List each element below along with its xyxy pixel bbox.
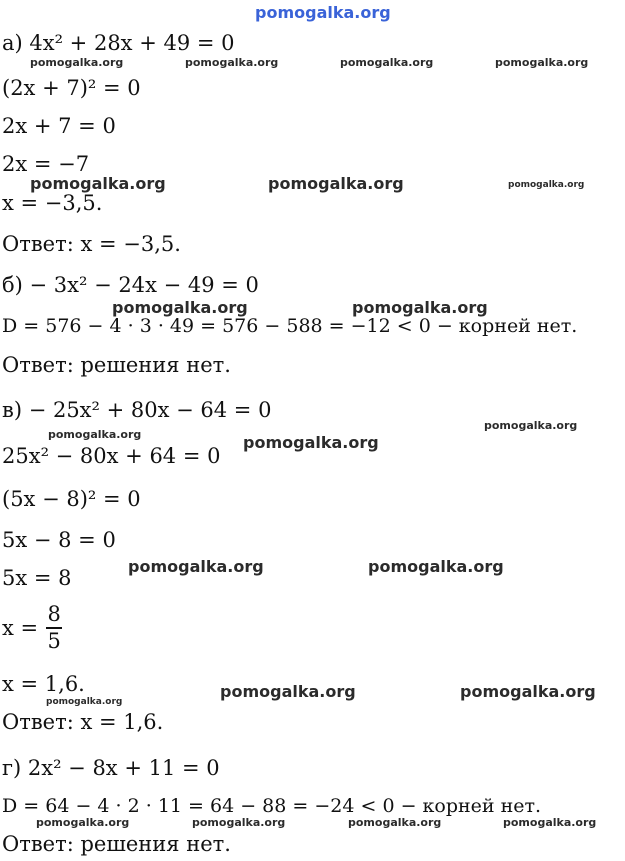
eq-a-4: 2x = −7 xyxy=(2,152,90,176)
watermark: pomogalka.org xyxy=(185,56,279,69)
watermark: pomogalka.org xyxy=(220,682,356,701)
watermark: pomogalka.org xyxy=(368,557,504,576)
watermark: pomogalka.org xyxy=(243,433,379,452)
watermark: pomogalka.org xyxy=(340,56,434,69)
eq-c-6-lhs: x = xyxy=(2,615,39,640)
answer-b: Ответ: решения нет. xyxy=(2,353,231,377)
watermark: pomogalka.org xyxy=(30,56,124,69)
watermark: pomogalka.org xyxy=(495,56,589,69)
fraction-numerator: 8 xyxy=(47,602,61,626)
watermark: pomogalka.org xyxy=(503,816,597,829)
eq-c-5: 5x = 8 xyxy=(2,566,72,590)
watermark: pomogalka.org xyxy=(484,419,578,432)
eq-a-5: x = −3,5. xyxy=(2,191,103,215)
eq-c-2: 25x² − 80x + 64 = 0 xyxy=(2,444,221,468)
watermark: pomogalka.org xyxy=(30,174,166,193)
fraction xyxy=(46,604,62,652)
eq-c-7: x = 1,6. xyxy=(2,672,85,696)
eq-d-2: D = 64 − 4 · 2 · 11 = 64 − 88 = −24 < 0 − корней нет. xyxy=(2,795,542,817)
eq-a-1: а) 4x² + 28x + 49 = 0 xyxy=(2,31,235,55)
eq-b-1: б) − 3x² − 24x − 49 = 0 xyxy=(2,273,259,297)
watermark: pomogalka.org xyxy=(508,180,585,190)
eq-c-4: 5x − 8 = 0 xyxy=(2,528,116,552)
answer-c: Ответ: x = 1,6. xyxy=(2,710,164,734)
watermark: pomogalka.org xyxy=(128,557,264,576)
watermark: pomogalka.org xyxy=(46,697,123,707)
answer-d: Ответ: решения нет. xyxy=(2,832,231,856)
answer-a: Ответ: x = −3,5. xyxy=(2,232,181,256)
eq-c-6-fraction xyxy=(2,604,62,652)
watermark: pomogalka.org xyxy=(48,428,142,441)
fraction-denominator: 5 xyxy=(47,628,61,653)
watermark: pomogalka.org xyxy=(352,298,488,317)
eq-c-1: в) − 25x² + 80x − 64 = 0 xyxy=(2,398,272,422)
watermark: pomogalka.org xyxy=(192,816,286,829)
watermark: pomogalka.org xyxy=(36,816,130,829)
watermark: pomogalka.org xyxy=(460,682,596,701)
watermark: pomogalka.org xyxy=(348,816,442,829)
eq-c-3: (5x − 8)² = 0 xyxy=(2,487,141,511)
eq-b-2: D = 576 − 4 · 3 · 49 = 576 − 588 = −12 < 0 − корней нет. xyxy=(2,315,578,337)
watermark: pomogalka.org xyxy=(112,298,248,317)
eq-a-2: (2x + 7)² = 0 xyxy=(2,76,141,100)
eq-a-3: 2x + 7 = 0 xyxy=(2,114,116,138)
watermark: pomogalka.org xyxy=(268,174,404,193)
watermark-top: pomogalka.org xyxy=(255,3,391,22)
eq-d-1: г) 2x² − 8x + 11 = 0 xyxy=(2,756,220,780)
